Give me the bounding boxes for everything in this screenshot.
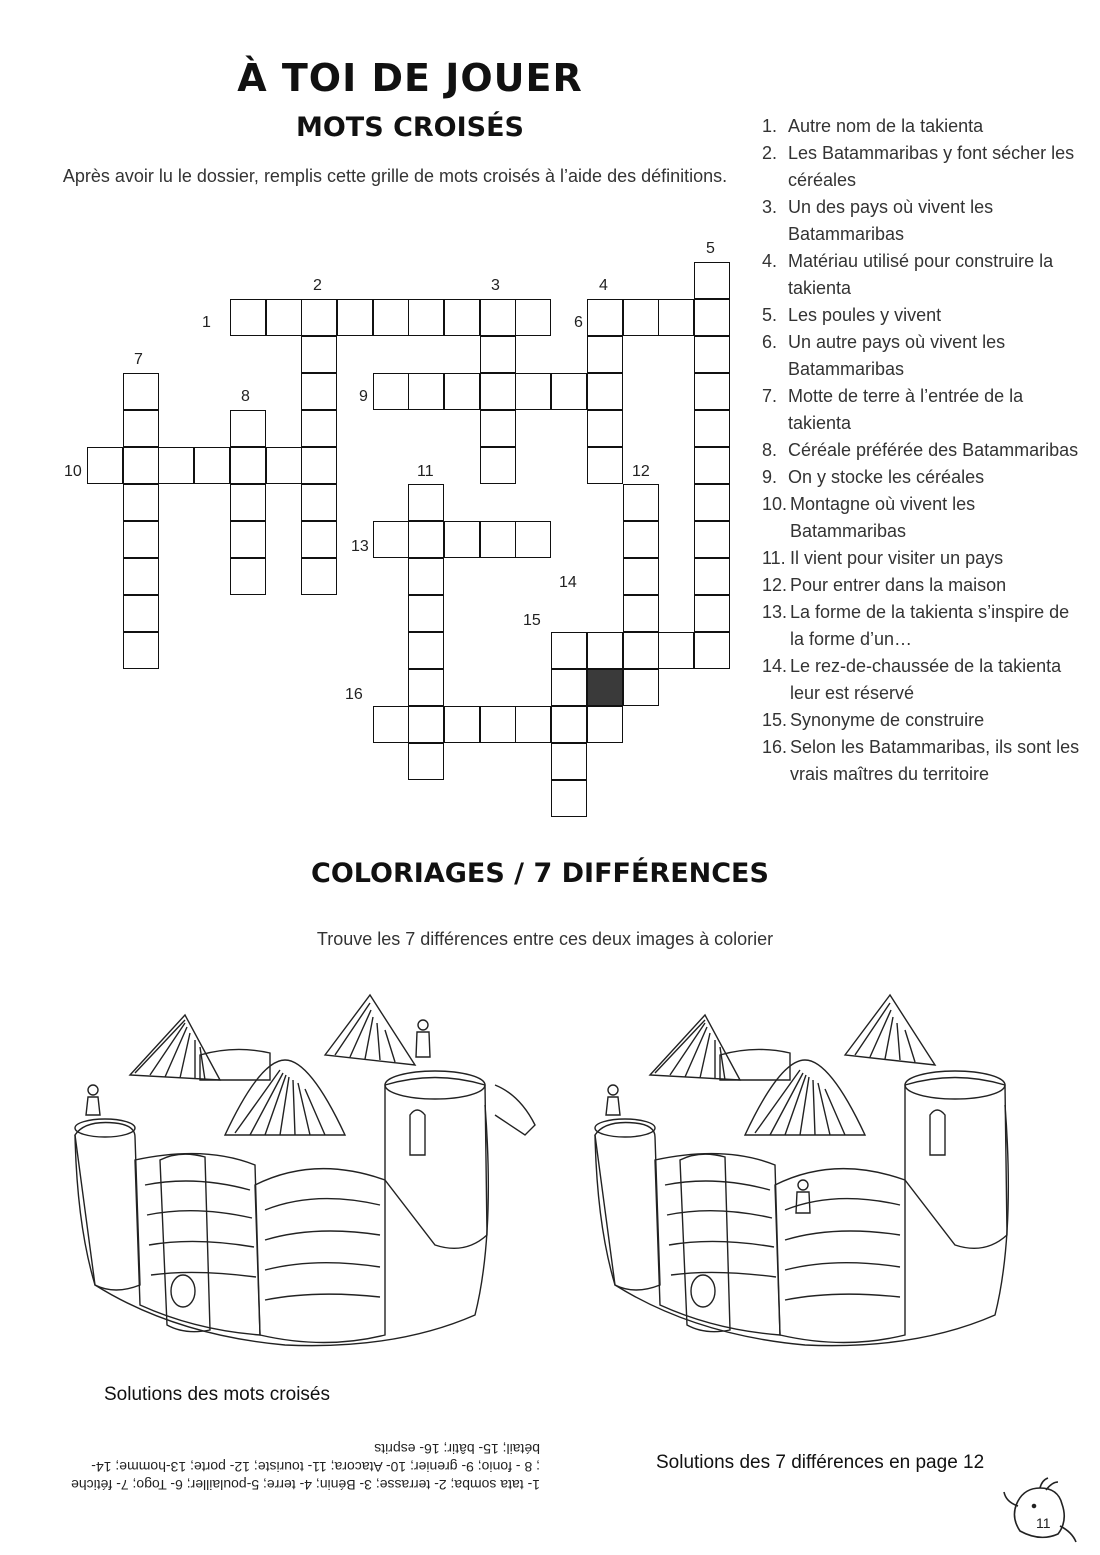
crossword-cell[interactable] [373, 521, 409, 558]
crossword-cell[interactable] [408, 521, 444, 558]
crossword-cell[interactable] [480, 706, 516, 743]
definition-text: Montagne où vivent les Batammaribas [790, 494, 976, 541]
crossword-cell[interactable] [123, 595, 159, 632]
crossword-cell[interactable] [587, 373, 623, 410]
crossword-cell[interactable] [551, 706, 587, 743]
crossword-cell[interactable] [301, 299, 337, 336]
crossword-number: 5 [706, 240, 715, 257]
crossword-number: 4 [599, 277, 608, 294]
crossword-cell[interactable] [480, 447, 516, 484]
crossword-cell[interactable] [408, 669, 444, 706]
crossword-cell[interactable] [123, 558, 159, 595]
crossword-cell[interactable] [623, 484, 659, 521]
crossword-cell[interactable] [301, 373, 337, 410]
definition-item [762, 545, 1082, 572]
crossword-number: 7 [134, 351, 143, 368]
crossword-cell[interactable] [408, 743, 444, 780]
crossword-cell[interactable] [694, 373, 730, 410]
crossword-cell[interactable] [408, 299, 444, 336]
crossword-number: 3 [491, 277, 500, 294]
crossword-number: 15 [523, 612, 541, 629]
solutions-text-upside-down: 1- tata somba; 2- terrasse; 3- Bénin; 4- terre; 5-poulailler; 6- Togo; 7- fétiche ; 8 - fonio; 9- grenier; 10- Atacora; 11- touriste; 12- porte; 13-homme; 14- bétail; 15- bâtir; 16- esprits [71, 1441, 540, 1493]
crossword-number: 13 [351, 538, 369, 555]
crossword-cell[interactable] [551, 669, 587, 706]
definition-number: 12. [762, 575, 788, 595]
crossword-cell[interactable] [694, 447, 730, 484]
definition-text: Un des pays où vivent les Batammaribas [788, 197, 994, 244]
crossword-intro: Après avoir lu le dossier, remplis cette grille de mots croisés à l’aide des définitions. [62, 166, 728, 186]
crossword-cell[interactable] [623, 521, 659, 558]
coloring-instruction: Trouve les 7 différences entre ces deux images à colorier [316, 929, 774, 949]
definition-text: Matériau utilisé pour construire la takienta [788, 251, 1054, 298]
crossword-cell[interactable] [587, 410, 623, 447]
crossword-cell[interactable] [623, 558, 659, 595]
definition-item [762, 734, 1082, 788]
coloring-title: COLORIAGES / 7 DIFFÉRENCES [311, 858, 769, 889]
crossword-cell[interactable] [301, 336, 337, 373]
crossword-number: 12 [632, 463, 650, 480]
definition-item [762, 653, 1082, 707]
crossword-title: MOTS CROISÉS [295, 112, 525, 143]
crossword-cell[interactable] [123, 632, 159, 669]
crossword-cell[interactable] [551, 743, 587, 780]
crossword-number: 14 [559, 574, 577, 591]
crossword-number: 6 [574, 314, 583, 331]
definition-number: 8. [762, 440, 778, 460]
crossword-cell[interactable] [408, 595, 444, 632]
crossword-cell[interactable] [230, 447, 266, 484]
crossword-cell[interactable] [373, 299, 409, 336]
crossword-cell[interactable] [444, 521, 480, 558]
crossword-cell[interactable] [480, 373, 516, 410]
crossword-cell[interactable] [658, 632, 694, 669]
crossword-cell[interactable] [408, 484, 444, 521]
crossword-cell[interactable] [194, 447, 230, 484]
crossword-cell[interactable] [694, 299, 730, 336]
definition-text: Il vient pour visiter un pays [790, 548, 1004, 568]
crossword-cell[interactable] [123, 521, 159, 558]
crossword-cell[interactable] [373, 373, 409, 410]
crossword-cell[interactable] [551, 632, 587, 669]
crossword-cell[interactable] [694, 484, 730, 521]
crossword-number: 8 [241, 388, 250, 405]
definition-item [762, 464, 1082, 491]
crossword-cell[interactable] [587, 299, 623, 336]
crossword-number: 1 [202, 314, 211, 331]
definition-number: 11. [762, 548, 786, 568]
definition-item [762, 302, 1082, 329]
crossword-cell[interactable] [123, 484, 159, 521]
definition-number: 3. [762, 197, 778, 217]
crossword-cell[interactable] [587, 706, 623, 743]
crossword-cell[interactable] [480, 410, 516, 447]
definition-number: 10. [762, 494, 788, 514]
crossword-cell[interactable] [623, 299, 659, 336]
definition-text: Céréale préférée des Batammaribas [788, 440, 1079, 460]
crossword-cell[interactable] [230, 410, 266, 447]
crossword-cell[interactable] [301, 447, 337, 484]
crossword-cell[interactable] [444, 299, 480, 336]
crossword-cell[interactable] [158, 447, 194, 484]
definition-text: Motte de terre à l’entrée de la takienta [788, 386, 1024, 433]
crossword-cell[interactable] [408, 632, 444, 669]
crossword-cell[interactable] [694, 410, 730, 447]
crossword-cell[interactable] [230, 558, 266, 595]
crossword-cell[interactable] [587, 447, 623, 484]
crossword-cell[interactable] [515, 706, 551, 743]
crossword-cell[interactable] [408, 373, 444, 410]
crossword-cell[interactable] [123, 373, 159, 410]
definition-item [762, 707, 1082, 734]
crossword-cell[interactable] [123, 447, 159, 484]
crossword-cell[interactable] [694, 595, 730, 632]
crossword-cell[interactable] [408, 558, 444, 595]
definition-item [762, 194, 1082, 248]
definition-item [762, 572, 1082, 599]
definition-text: Un autre pays où vivent les Batammaribas [788, 332, 1006, 379]
crossword-cell[interactable] [623, 632, 659, 669]
crossword-cell[interactable] [301, 521, 337, 558]
definition-item [762, 383, 1082, 437]
definition-text: Selon les Batammaribas, ils sont les vrais maîtres du territoire [790, 737, 1080, 784]
coloring-image-right [575, 985, 1065, 1360]
crossword-cell[interactable] [694, 336, 730, 373]
crossword-cell[interactable] [694, 558, 730, 595]
definition-item [762, 329, 1082, 383]
definition-number: 15. [762, 710, 788, 730]
crossword-cell[interactable] [301, 410, 337, 447]
crossword-cell[interactable] [480, 521, 516, 558]
definition-number: 9. [762, 467, 778, 487]
crossword-cell[interactable] [408, 706, 444, 743]
crossword-cell[interactable] [551, 780, 587, 817]
definition-text: Le rez-de-chaussée de la takienta leur est réservé [790, 656, 1062, 703]
crossword-cell[interactable] [301, 558, 337, 595]
page-number: 11 [1036, 1515, 1051, 1531]
crossword-cell[interactable] [480, 299, 516, 336]
crossword-cell[interactable] [444, 373, 480, 410]
definition-text: Pour entrer dans la maison [790, 575, 1007, 595]
definition-item [762, 599, 1082, 653]
definition-item [762, 248, 1082, 302]
crossword-cell[interactable] [266, 447, 302, 484]
crossword-number: 11 [417, 463, 434, 480]
definition-item [762, 140, 1082, 194]
crossword-cell[interactable] [587, 336, 623, 373]
crossword-cell[interactable] [301, 484, 337, 521]
page-title: À TOI DE JOUER [237, 56, 583, 100]
crossword-cell[interactable] [515, 299, 551, 336]
definition-text: Synonyme de construire [790, 710, 985, 730]
crossword-cell[interactable] [551, 373, 587, 410]
crossword-cell[interactable] [515, 373, 551, 410]
crossword-cell[interactable] [515, 521, 551, 558]
definition-number: 16. [762, 737, 788, 757]
definition-text: Les poules y vivent [788, 305, 942, 325]
definition-number: 7. [762, 386, 778, 406]
coloring-image-left [55, 985, 545, 1360]
crossword-cell[interactable] [337, 299, 373, 336]
solutions-title: Solutions des mots croisés [104, 1384, 330, 1405]
definition-number: 5. [762, 305, 778, 325]
crossword-cell[interactable] [123, 410, 159, 447]
definitions-list [762, 113, 1082, 788]
crossword-cell[interactable] [87, 447, 123, 484]
crossword-cell[interactable] [230, 484, 266, 521]
crossword-cell[interactable] [694, 632, 730, 669]
crossword-cell[interactable] [444, 706, 480, 743]
crossword-cell[interactable] [230, 521, 266, 558]
crossword-number: 16 [345, 686, 363, 703]
crossword-cell[interactable] [587, 669, 623, 706]
definition-item [762, 113, 1082, 140]
mascot-icon [1000, 1476, 1080, 1546]
crossword-number: 9 [359, 388, 368, 405]
crossword-cell[interactable] [694, 262, 730, 299]
crossword-cell[interactable] [694, 521, 730, 558]
definition-item [762, 437, 1082, 464]
crossword-cell[interactable] [623, 669, 659, 706]
crossword-cell[interactable] [658, 299, 694, 336]
crossword-number: 2 [313, 277, 322, 294]
crossword-cell[interactable] [373, 706, 409, 743]
definition-text: Les Batammaribas y font sécher les céréales [788, 143, 1075, 190]
differences-solution-note: Solutions des 7 différences en page 12 [656, 1452, 985, 1473]
crossword-cell[interactable] [480, 336, 516, 373]
crossword-cell[interactable] [266, 299, 302, 336]
crossword-number: 10 [64, 463, 82, 480]
crossword-cell[interactable] [230, 299, 266, 336]
definition-item [762, 491, 1082, 545]
definition-number: 14. [762, 656, 788, 676]
crossword-cell[interactable] [623, 595, 659, 632]
definition-text: On y stocke les céréales [788, 467, 985, 487]
definition-number: 4. [762, 251, 778, 271]
definition-number: 2. [762, 143, 778, 163]
definition-text: La forme de la takienta s’inspire de la forme d’un… [790, 602, 1070, 649]
definition-number: 13. [762, 602, 788, 622]
crossword-grid [0, 0, 760, 830]
definition-text: Autre nom de la takienta [788, 116, 984, 136]
definition-number: 1. [762, 116, 778, 136]
crossword-cell[interactable] [587, 632, 623, 669]
definition-number: 6. [762, 332, 778, 352]
